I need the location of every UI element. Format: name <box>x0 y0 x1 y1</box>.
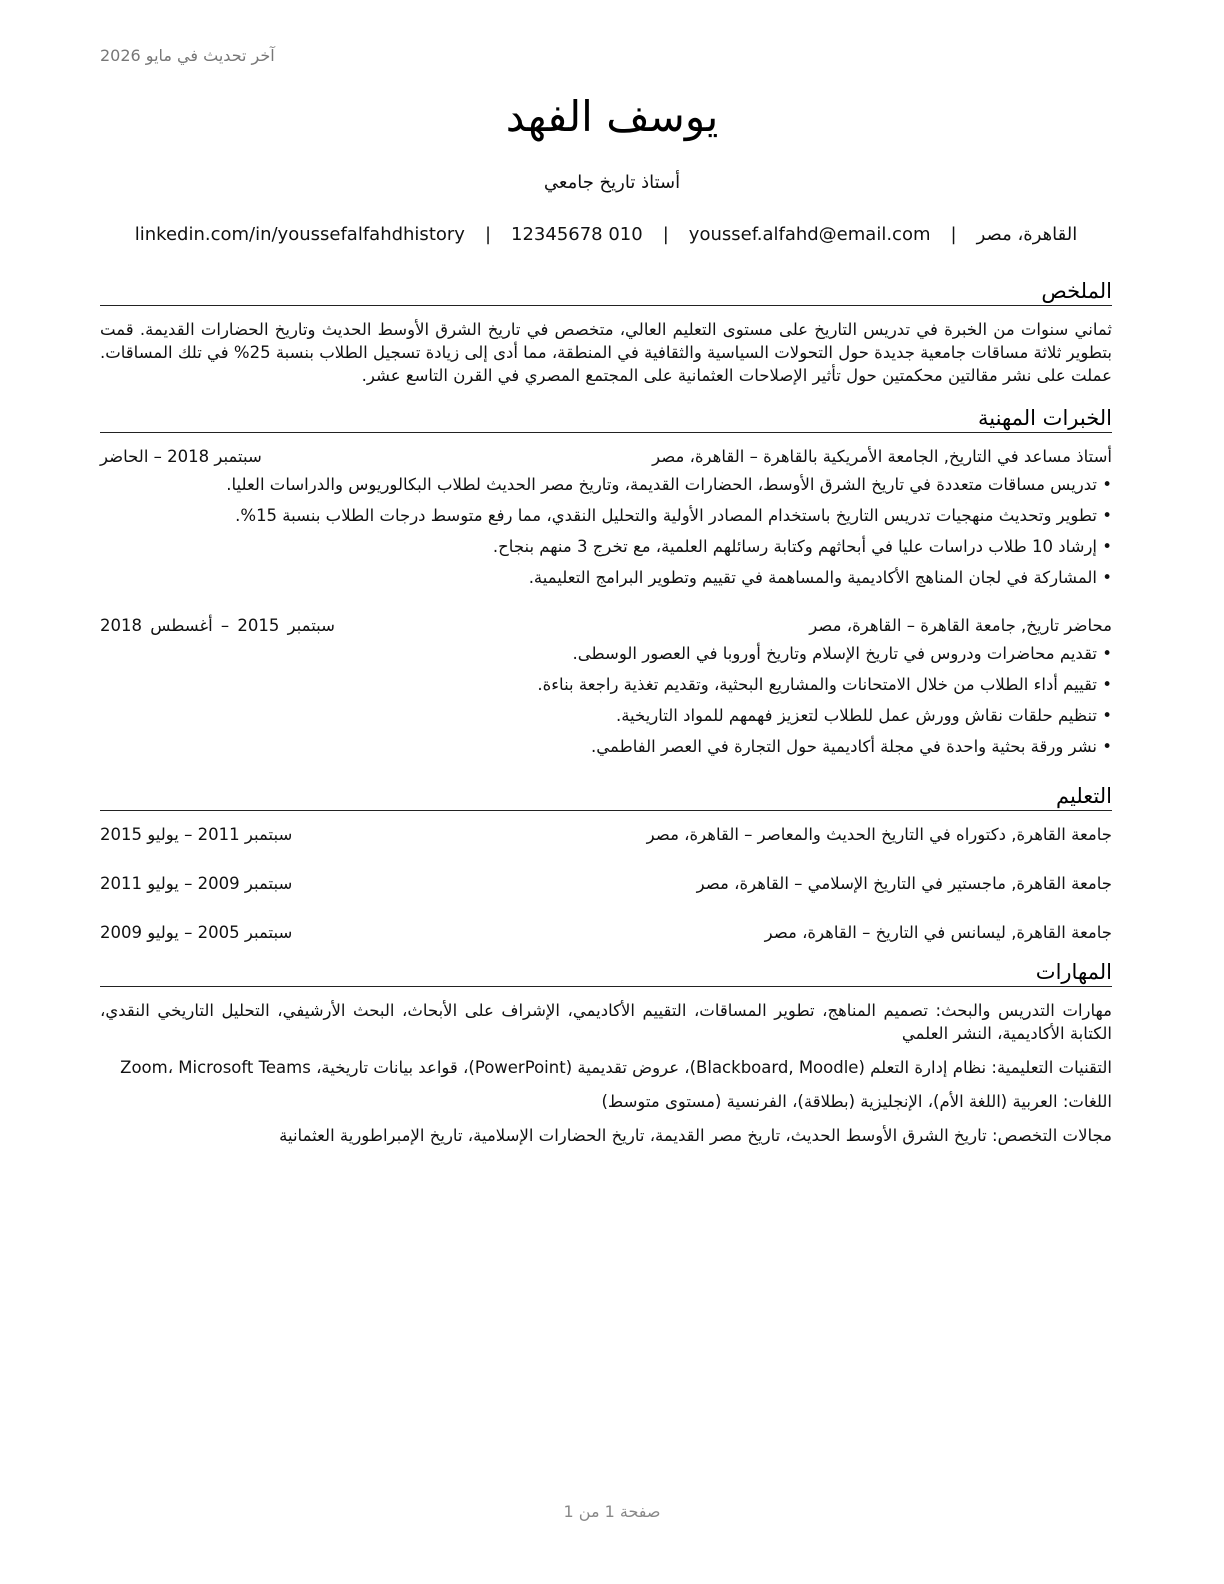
contact-separator: | <box>662 224 669 245</box>
job-header <box>100 614 1112 638</box>
summary-text: ثماني سنوات من الخبرة في تدريس التاريخ على مستوى التعليم العالي، متخصص في تاريخ الشرق الأوسط الحديث وتاريخ الحضارات القديمة. قمت بتطوير ثلاثة مساقات جامعية جديدة حول التحولات السياسية والثقافية في المنطقة، مما أدى إلى زيادة تسجيل الطلاب بنسبة 25% في تلك المساقات. عملت على نشر مقالتين محكمتين حول تأثير الإصلاحات العثمانية على المجتمع المصري في القرن التاسع عشر. <box>99 320 1112 385</box>
education-heading: جامعة القاهرة, ماجستير في التاريخ الإسلامي – القاهرة، مصر <box>696 874 1112 893</box>
page-indicator: صفحة 1 من 1 <box>563 1502 661 1521</box>
job-title: أستاذ تاريخ جامعي <box>543 172 681 193</box>
skill-item: مجالات التخصص: تاريخ الشرق الأوسط الحديث، تاريخ مصر القديمة، تاريخ الحضارات الإسلامية، تاريخ الإمبراطورية العثمانية <box>279 1126 1112 1145</box>
summary-section-title: الملخص <box>100 278 1112 306</box>
list-item: • تقييم أداء الطلاب من خلال الامتحانات والمشاريع البحثية، وتقديم تغذية راجعة بناءة. <box>100 673 1112 697</box>
skills-section-title: المهارات <box>100 959 1112 987</box>
list-item: • تطوير وتحديث منهجيات تدريس التاريخ باستخدام المصادر الأولية والتحليل النقدي، مما رفع متوسط درجات الطلاب بنسبة 15%. <box>100 504 1112 528</box>
education-section-title: التعليم <box>100 783 1112 811</box>
email-link[interactable]: youssef.alfahd@email.com <box>688 224 931 245</box>
job-heading: محاضر تاريخ, جامعة القاهرة – القاهرة، مصر <box>809 616 1112 635</box>
list-item: • المشاركة في لجان المناهج الأكاديمية والمساهمة في تقييم وتطوير البرامج التعليمية. <box>100 566 1112 590</box>
education-entry <box>100 921 1112 945</box>
job-dates: سبتمبر 2018 – الحاضر <box>100 447 262 466</box>
education-entry <box>100 872 1112 896</box>
education-dates: سبتمبر 2009 – يوليو 2011 <box>100 874 293 893</box>
contact-separator: | <box>484 224 492 245</box>
list-item: • إرشاد 10 طلاب دراسات عليا في أبحاثهم وكتابة رسائلهم العلمية، مع تخرج 3 منهم بنجاح. <box>100 535 1112 559</box>
skills-list <box>100 999 1112 1147</box>
contact-separator: | <box>950 224 957 245</box>
education-dates: سبتمبر 2005 – يوليو 2009 <box>100 923 293 942</box>
skill-item: مهارات التدريس والبحث: تصميم المناهج، تطوير المساقات، التقييم الأكاديمي، الإشراف على الأبحاث، البحث الأرشيفي، التحليل التاريخي النقدي، الكتابة الأكاديمية، النشر العلمي <box>100 1001 1112 1043</box>
job-heading: أستاذ مساعد في التاريخ, الجامعة الأمريكية بالقاهرة – القاهرة، مصر <box>652 447 1112 466</box>
candidate-name: يوسف الفهد <box>505 92 719 141</box>
education-heading: جامعة القاهرة, ليسانس في التاريخ – القاهرة، مصر <box>764 923 1112 942</box>
skill-item: اللغات: العربية (اللغة الأم)، الإنجليزية (بطلاقة)، الفرنسية (مستوى متوسط) <box>601 1092 1112 1111</box>
location: القاهرة، مصر <box>976 224 1078 245</box>
job-header <box>100 445 1112 469</box>
list-item: • نشر ورقة بحثية واحدة في مجلة أكاديمية حول التجارة في العصر الفاطمي. <box>100 735 1112 759</box>
education-entry <box>100 823 1112 847</box>
list-item: • تقديم محاضرات ودروس في تاريخ الإسلام وتاريخ أوروبا في العصور الوسطى. <box>100 642 1112 666</box>
phone-number: 12345678 010 <box>511 224 643 245</box>
job-entry <box>100 445 1112 590</box>
education-heading: جامعة القاهرة, دكتوراه في التاريخ الحديث والمعاصر – القاهرة، مصر <box>646 825 1112 844</box>
resume-content <box>100 278 1112 1158</box>
education-dates: سبتمبر 2011 – يوليو 2015 <box>100 825 293 844</box>
linkedin-link[interactable]: linkedin.com/in/youssefalfahdhistory <box>134 224 465 245</box>
job-dates: سبتمبر 2015 – أغسطس 2018 <box>100 616 335 635</box>
list-item: • تنظيم حلقات نقاش وورش عمل للطلاب لتعزيز فهمهم للمواد التاريخية. <box>100 704 1112 728</box>
list-item: • تدريس مساقات متعددة في تاريخ الشرق الأوسط، الحضارات القديمة، وتاريخ مصر الحديث لطلاب البكالوريوس والدراسات العليا. <box>100 473 1112 497</box>
job-bullets <box>100 473 1112 590</box>
experience-section-title: الخبرات المهنية <box>100 405 1112 433</box>
job-entry <box>100 614 1112 759</box>
last-updated: آخر تحديث في مايو 2026 <box>100 46 275 65</box>
contact-line <box>100 224 1112 245</box>
skill-item: التقنيات التعليمية: نظام إدارة التعلم (Blackboard, Moodle)، عروض تقديمية (PowerPoint)، قواعد بيانات تاريخية، Zoom، Microsoft Teams <box>120 1058 1112 1077</box>
job-bullets <box>100 642 1112 759</box>
